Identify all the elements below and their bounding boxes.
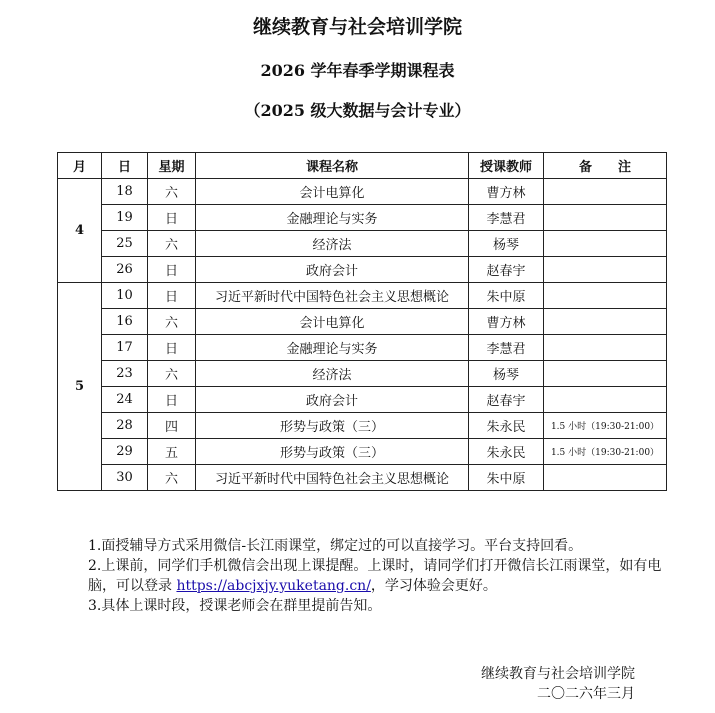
- note-cell: [544, 205, 667, 231]
- teacher-cell: 曹方林: [469, 309, 544, 335]
- teacher-cell: 赵春宇: [469, 257, 544, 283]
- note-cell: [544, 309, 667, 335]
- weekday-cell: 六: [148, 361, 196, 387]
- header-weekday: 星期: [148, 153, 196, 179]
- note-cell: [544, 283, 667, 309]
- day-cell: 29: [102, 439, 148, 465]
- weekday-cell: 五: [148, 439, 196, 465]
- note-1: 1.面授辅导方式采用微信-长江雨课堂，绑定过的可以直接学习。平台支持回看。: [88, 538, 583, 554]
- teacher-cell: 李慧君: [469, 335, 544, 361]
- note-cell: [544, 465, 667, 491]
- institution-title: 继续教育与社会培训学院: [252, 16, 462, 38]
- day-cell: 25: [102, 231, 148, 257]
- table-row: [58, 439, 667, 465]
- weekday-cell: 六: [148, 179, 196, 205]
- teacher-cell: 朱中原: [469, 283, 544, 309]
- note-cell: 1.5 小时（19:30-21:00）: [544, 439, 667, 465]
- weekday-cell: 六: [148, 309, 196, 335]
- course-cell: 习近平新时代中国特色社会主义思想概论: [196, 283, 469, 309]
- teacher-cell: 曹方林: [469, 179, 544, 205]
- teacher-cell: 朱永民: [469, 413, 544, 439]
- note-cell: [544, 335, 667, 361]
- day-cell: 24: [102, 387, 148, 413]
- table-row: [58, 335, 667, 361]
- note-3: 3.具体上课时段，授课老师会在群里提前告知。: [88, 598, 382, 614]
- teacher-cell: 杨琴: [469, 361, 544, 387]
- table-row: [58, 205, 667, 231]
- course-cell: 政府会计: [196, 387, 469, 413]
- note-cell: [544, 387, 667, 413]
- note-cell: [544, 257, 667, 283]
- note-cell: [544, 361, 667, 387]
- course-cell: 金融理论与实务: [196, 335, 469, 361]
- day-cell: 23: [102, 361, 148, 387]
- course-cell: 经济法: [196, 231, 469, 257]
- day-cell: 28: [102, 413, 148, 439]
- weekday-cell: 六: [148, 231, 196, 257]
- weekday-cell: 日: [148, 257, 196, 283]
- schedule-table: [57, 152, 667, 491]
- month-cell: 5: [58, 283, 102, 491]
- day-cell: 10: [102, 283, 148, 309]
- day-cell: 16: [102, 309, 148, 335]
- course-cell: 金融理论与实务: [196, 205, 469, 231]
- note-cell: 1.5 小时（19:30-21:00）: [544, 413, 667, 439]
- day-cell: 19: [102, 205, 148, 231]
- weekday-cell: 六: [148, 465, 196, 491]
- course-cell: 政府会计: [196, 257, 469, 283]
- table-row: [58, 179, 667, 205]
- day-cell: 26: [102, 257, 148, 283]
- course-cell: 形势与政策（三）: [196, 413, 469, 439]
- note-2-tail: ，学习体验会更好。: [370, 578, 497, 594]
- footer-date: 二〇二六年三月: [537, 686, 635, 702]
- course-cell: 会计电算化: [196, 179, 469, 205]
- weekday-cell: 四: [148, 413, 196, 439]
- course-cell: 经济法: [196, 361, 469, 387]
- note-2-text: 2.上课前，同学们手机微信会出现上课提醒。上课时，请同学们打开微信长江雨课堂，如有电脑，可以登录: [88, 558, 662, 594]
- course-cell: 会计电算化: [196, 309, 469, 335]
- day-cell: 17: [102, 335, 148, 361]
- table-header-row: [58, 153, 667, 179]
- day-cell: 30: [102, 465, 148, 491]
- header-day: 日: [102, 153, 148, 179]
- teacher-cell: 李慧君: [469, 205, 544, 231]
- cohort-subtitle: （2025 级大数据与会计专业）: [244, 101, 471, 120]
- table-row: [58, 231, 667, 257]
- header-teacher: 授课教师: [469, 153, 544, 179]
- footer-institution: 继续教育与社会培训学院: [481, 666, 635, 682]
- yuketang-link[interactable]: https://abcjxjy.yuketang.cn/: [176, 578, 371, 594]
- header-note: 备 注: [544, 153, 667, 179]
- course-cell: 形势与政策（三）: [196, 439, 469, 465]
- weekday-cell: 日: [148, 387, 196, 413]
- header-month: 月: [58, 153, 102, 179]
- header-course: 课程名称: [196, 153, 469, 179]
- table-row: [58, 309, 667, 335]
- table-row: [58, 413, 667, 439]
- teacher-cell: 杨琴: [469, 231, 544, 257]
- notes-section: [88, 536, 663, 616]
- table-row: [58, 283, 667, 309]
- course-cell: 习近平新时代中国特色社会主义思想概论: [196, 465, 469, 491]
- table-row: [58, 257, 667, 283]
- table-row: [58, 361, 667, 387]
- note-cell: [544, 231, 667, 257]
- teacher-cell: 赵春宇: [469, 387, 544, 413]
- table-row: [58, 465, 667, 491]
- teacher-cell: 朱永民: [469, 439, 544, 465]
- weekday-cell: 日: [148, 283, 196, 309]
- teacher-cell: 朱中原: [469, 465, 544, 491]
- weekday-cell: 日: [148, 205, 196, 231]
- day-cell: 18: [102, 179, 148, 205]
- weekday-cell: 日: [148, 335, 196, 361]
- note-2: [88, 556, 663, 596]
- note-cell: [544, 179, 667, 205]
- table-row: [58, 387, 667, 413]
- month-cell: 4: [58, 179, 102, 283]
- schedule-title: 2026 学年春季学期课程表: [260, 61, 455, 80]
